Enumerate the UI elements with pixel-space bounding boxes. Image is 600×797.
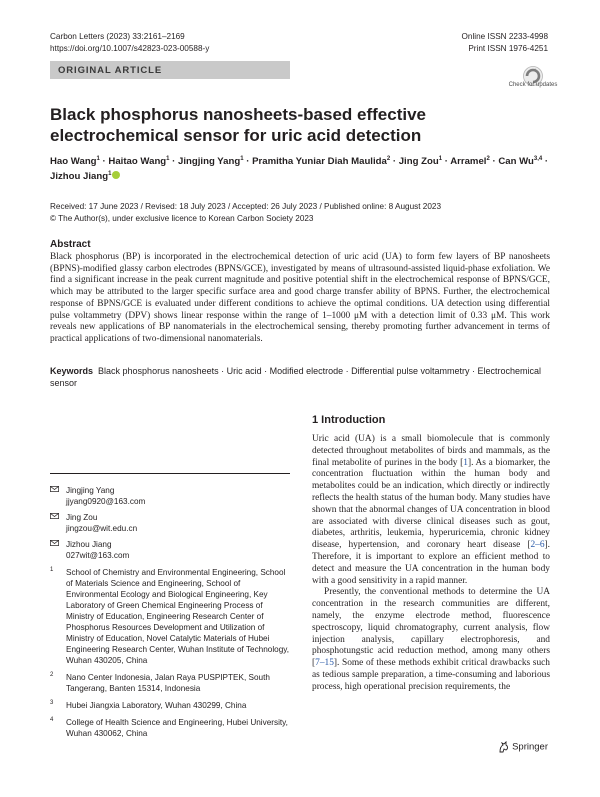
affiliation-number: 4 (50, 717, 54, 723)
author-name[interactable]: Jizhou Jiang (50, 171, 109, 182)
introduction-body (312, 434, 550, 694)
abstract-text: Black phosphorus (BP) is incorporated in the electrochemical detection of uric acid (UA) to form few layers of BP nanosheets (BPNS)-modified glassy carbon electrodes (BPNS/GCE), investigated by means of ultrasound-assisted liquid-phase exfoliation. We find a significant increase in the peak current magnitude and positive potential shift in the electrochemical response of BPNS/GCE, which may be attributed to the larger specific surface area and good charge transfer ability of BPNS. Further, the electrochemical response of BPNS/GCE is evaluated under different conditions to achieve the optimal conditions. UA detection using differential pulse voltammetry (DPV) shows linear response within the range of 1–1000 μM with a detection limit of 0.33 μM. This work reveals new applications of BP nanomaterials in the electrochemical sensing, thereby promoting further advancement in terms of practical applications of two-dimensional nanomaterials. (50, 252, 550, 344)
affiliation-entry (50, 567, 290, 666)
print-issn: Print ISSN 1976-4251 (468, 44, 548, 53)
envelope-icon (50, 513, 59, 519)
springer-horse-icon (498, 741, 509, 753)
footnote-divider (50, 473, 290, 474)
affiliation-entry (50, 672, 290, 694)
contact-email[interactable]: jjyang0920@163.com (66, 497, 146, 506)
contact-name: Jing Zou (66, 513, 98, 522)
author-affiliation-marker: 1 (166, 155, 170, 162)
author-separator: · (390, 156, 399, 167)
contact-entry (50, 539, 290, 561)
affiliation-number: 3 (50, 700, 54, 706)
author-separator: · (243, 156, 253, 167)
article-type-banner (50, 61, 290, 79)
contact-name: Jizhou Jiang (66, 540, 112, 549)
author-separator: · (489, 156, 499, 167)
article-title: Black phosphorus nanosheets-based effective electrochemical sensor for uric acid detection (50, 105, 426, 145)
author-affiliation-marker: 1 (240, 155, 244, 162)
contact-name: Jingjing Yang (66, 486, 115, 495)
contact-entry (50, 485, 290, 507)
author-affiliation-marker: 2 (386, 155, 391, 162)
affiliation-number: 1 (50, 567, 54, 573)
journal-citation: Carbon Letters (2023) 33:2161–2169 (50, 32, 185, 41)
citation-link[interactable]: 7–15 (315, 658, 334, 669)
author-separator: · (542, 156, 549, 167)
history-dates: Received: 17 June 2023 / Revised: 18 July 2023 / Accepted: 26 July 2023 / Published online: 8 August 2023 (50, 202, 441, 211)
affiliation-text: School of Chemistry and Environmental Engineering, School of Materials Science and Engineering, School of Environmental Ecology and Biological Engineering, Key Laboratory of Green Chemical Engineering Process of Ministry of Education, Engineering Research Center of Phosphorus Resources Development and Utilization of Ministry of Education, Novel Catalytic Materials of Hubei Engineering Research Center, Wuhan Institute of Technology, Wuhan 430205, China (66, 568, 290, 665)
keywords-label: Keywords (50, 366, 94, 376)
contact-entry (50, 512, 290, 534)
affiliation-text: Nano Center Indonesia, Jalan Raya PUSPIPTEK, South Tangerang, Banten 15314, Indonesia (66, 673, 270, 693)
author-name[interactable]: Arramel (450, 156, 487, 167)
citation-link[interactable]: 2–6 (530, 540, 545, 551)
author-name[interactable]: Jingjing Yang (178, 156, 241, 167)
abstract-heading: Abstract (50, 239, 91, 250)
online-issn: Online ISSN 2233-4998 (461, 32, 548, 41)
check-for-updates-label[interactable]: Check for updates (508, 82, 558, 88)
intro-text: ]. As a biomarker, the concentration fluctuation within the human body and metabolites could be an indication, which directly or indirectly reflects the health status of the human body. Many studies have shown that the abnormal changes of UA concentration in blood are associated with diverse clinical diseases such as gout, diabetes, arthritis, leukemia, hyperuricemia, chronic kidney disease, hypertension, and coronary heart disease [ (312, 457, 550, 551)
affiliation-number: 2 (50, 672, 54, 678)
author-affiliation-marker: 1 (108, 170, 112, 177)
running-header-right (462, 31, 548, 55)
intro-paragraph-2 (312, 587, 550, 693)
author-separator: · (99, 156, 109, 167)
publisher-name: Springer (512, 741, 548, 753)
citation-link[interactable]: 1 (463, 457, 468, 468)
author-name[interactable]: Can Wu (498, 156, 534, 167)
envelope-icon (50, 486, 59, 492)
copyright-line: © The Author(s), under exclusive licence to Korean Carbon Society 2023 (50, 213, 314, 223)
affiliations-list (50, 567, 290, 745)
intro-text: ]. Therefore, it is important to explore an efficient method to detect and measure the UA concentration in the human body with a good sensitivity in a rapid manner. (312, 540, 550, 586)
intro-text: Uric acid (UA) is a small biomolecule that is commonly detected throughout metabolites of birds and mammals, as the final metabolite of purines in the body [ (312, 434, 550, 468)
author-list (50, 154, 550, 184)
orcid-icon[interactable] (112, 171, 120, 179)
author-affiliation-marker: 2 (486, 155, 490, 162)
author-affiliation-marker: 3,4 (533, 155, 543, 162)
publication-dates (50, 201, 550, 224)
author-name[interactable]: Haitao Wang (108, 156, 167, 167)
corresponding-authors (50, 485, 290, 566)
author-name[interactable]: Hao Wang (50, 156, 97, 167)
keywords-list: Black phosphorus nanosheets · Uric acid · Modified electrode · Differential pulse voltammetry · Electrochemical sensor (50, 366, 542, 388)
author-name[interactable]: Pramitha Yuniar Diah Maulida (252, 156, 387, 167)
running-header-left (50, 31, 209, 55)
affiliation-text: College of Health Science and Engineering, Hubei University, Wuhan 430062, China (66, 718, 288, 738)
author-name[interactable]: Jing Zou (398, 156, 439, 167)
publisher-logo (498, 741, 548, 753)
affiliation-entry (50, 717, 290, 739)
contact-email[interactable]: jingzou@wit.edu.cn (66, 524, 138, 533)
affiliation-text: Hubei Jiangxia Laboratory, Wuhan 430299, China (66, 701, 247, 710)
contact-email[interactable]: 027wit@163.com (66, 551, 130, 560)
intro-paragraph-1 (312, 434, 550, 587)
article-type-label: ORIGINAL ARTICLE (58, 64, 163, 76)
envelope-icon (50, 540, 59, 546)
author-affiliation-marker: 1 (96, 155, 100, 162)
doi-link[interactable]: https://doi.org/10.1007/s42823-023-00588-y (50, 44, 210, 53)
author-affiliation-marker: 1 (438, 155, 443, 162)
intro-text: Presently, the conventional methods to determine the UA concentration in the research communities are different, namely, the enzyme electrode method, fluorescence spectroscopy, liquid chromatography, current analysis, flow injection analysis, capillary electrophoresis, and phosphotungstic acid reduction method, among many others [ (312, 587, 550, 669)
section-heading-introduction: 1 Introduction (312, 414, 386, 426)
author-separator: · (442, 156, 451, 167)
affiliation-entry (50, 700, 290, 711)
keywords-block (50, 366, 550, 389)
intro-text: ]. Some of these methods exhibit critical drawbacks such as tedious sample preparation, a time-consuming and laborious process, high operational precision requirements, the (312, 658, 550, 692)
author-separator: · (169, 156, 179, 167)
